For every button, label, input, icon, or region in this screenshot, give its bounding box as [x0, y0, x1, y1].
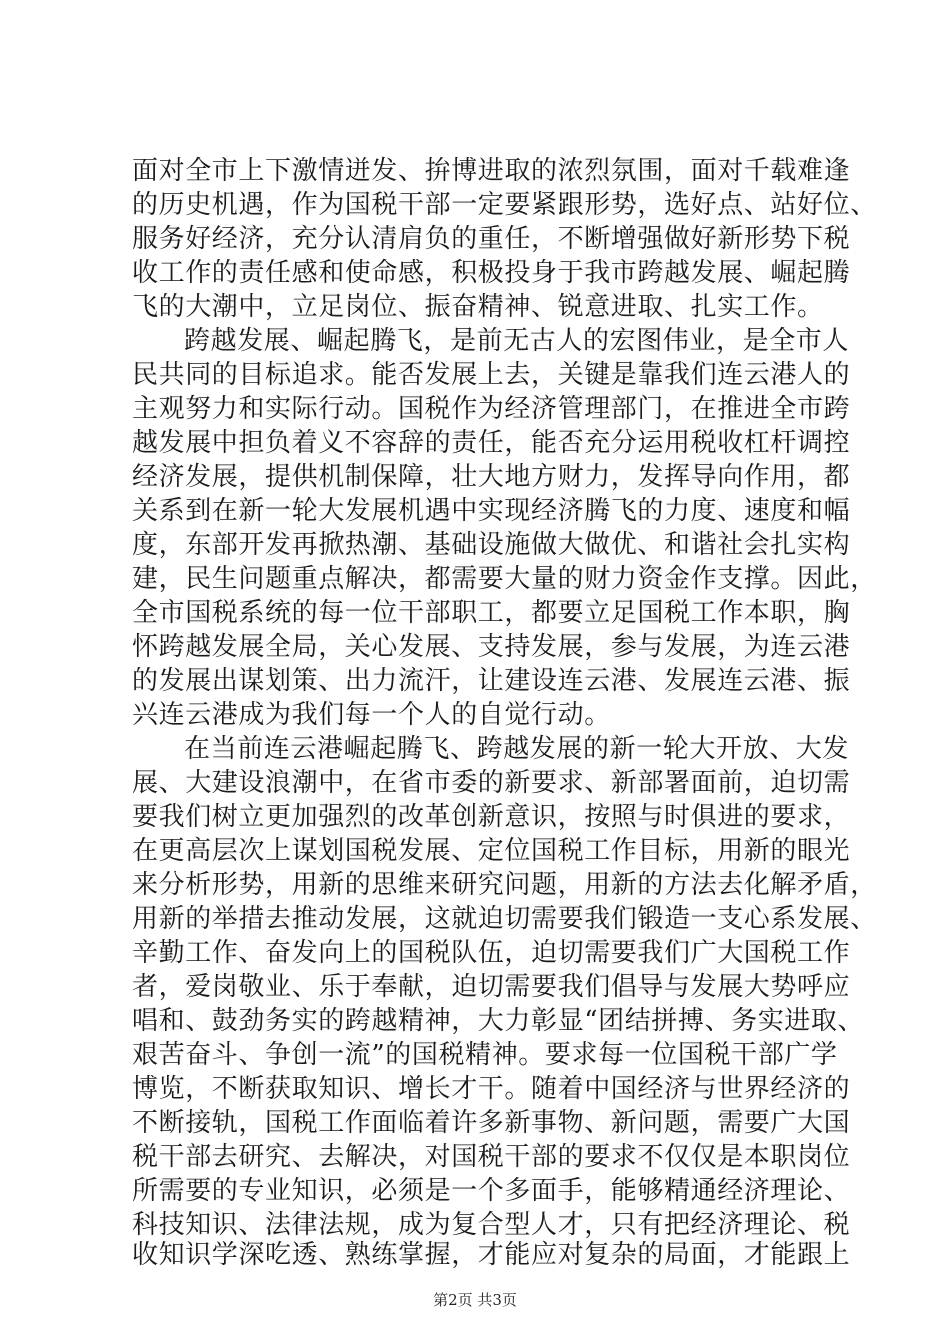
body-text-line: 者，爱岗敬业、乐于奉献，迫切需要我们倡导与发展大势呼应 — [132, 972, 851, 1002]
body-text-line: 所需要的专业知识，必须是一个多面手，能够精通经济理论、 — [132, 1176, 851, 1206]
page-footer: 第2页 共3页 — [433, 1291, 517, 1309]
body-text-line: 展、大建设浪潮中，在省市委的新要求、新部署面前，迫切需 — [132, 768, 851, 798]
body-text-line: 收工作的责任感和使命感，积极投身于我市跨越发展、崛起腾 — [132, 258, 851, 288]
body-text-line: 主观努力和实际行动。国税作为经济管理部门，在推进全市跨 — [132, 394, 851, 424]
body-text-line: 辛勤工作、奋发向上的国税队伍，迫切需要我们广大国税工作 — [132, 938, 851, 968]
paragraph-first-line: 在当前连云港崛起腾飞、跨越发展的新一轮大开放、大发 — [184, 734, 850, 764]
body-text-line: 博览，不断获取知识、增长才干。随着中国经济与世界经济的 — [132, 1074, 851, 1104]
body-text-line: 兴连云港成为我们每一个人的自觉行动。 — [132, 700, 611, 730]
body-text-line: 用新的举措去推动发展，这就迫切需要我们锻造一支心系发展、 — [132, 904, 877, 934]
body-text-line: 度，东部开发再掀热潮、基础设施做大做优、和谐社会扎实构 — [132, 530, 851, 560]
body-text-line: 建，民生问题重点解决，都需要大量的财力资金作支撑。因此， — [132, 564, 877, 594]
body-text-line: 来分析形势，用新的思维来研究问题，用新的方法去化解矛盾， — [132, 870, 877, 900]
body-text-line: 越发展中担负着义不容辞的责任，能否充分运用税收杠杆调控 — [132, 428, 851, 458]
body-text-line: 全市国税系统的每一位干部职工，都要立足国税工作本职，胸 — [132, 598, 851, 628]
body-text-line: 唱和、鼓劲务实的跨越精神，大力彰显“团结拼搏、务实进取、 — [132, 1006, 865, 1036]
body-text-line: 民共同的目标追求。能否发展上去，关键是靠我们连云港人的 — [132, 360, 851, 390]
body-text-line: 要我们树立更加强烈的改革创新意识，按照与时俱进的要求， — [132, 802, 851, 832]
body-text-line: 服务好经济，充分认清肩负的重任，不断增强做好新形势下税 — [132, 224, 851, 254]
body-text-line: 不断接轨，国税工作面临着许多新事物、新问题，需要广大国 — [132, 1108, 851, 1138]
body-text-line: 经济发展，提供机制保障，壮大地方财力，发挥导向作用，都 — [132, 462, 851, 492]
body-text-line: 面对全市上下激情迸发、拚博进取的浓烈氛围，面对千载难逢 — [132, 156, 851, 186]
body-text-line: 的历史机遇，作为国税干部一定要紧跟形势，选好点、站好位、 — [132, 190, 877, 220]
body-text-line: 艰苦奋斗、争创一流”的国税精神。要求每一位国税干部广学 — [132, 1040, 838, 1070]
body-text-line: 收知识学深吃透、熟练掌握，才能应对复杂的局面，才能跟上 — [132, 1240, 851, 1270]
body-text-line: 科技知识、法律法规，成为复合型人才，只有把经济理论、税 — [132, 1210, 851, 1240]
body-text-line: 关系到在新一轮大发展机遇中实现经济腾飞的力度、速度和幅 — [132, 496, 851, 526]
body-text-line: 的发展出谋划策、出力流汗，让建设连云港、发展连云港、振 — [132, 666, 851, 696]
paragraph-first-line: 跨越发展、崛起腾飞，是前无古人的宏图伟业，是全市人 — [184, 326, 850, 356]
body-text-line: 在更高层次上谋划国税发展、定位国税工作目标，用新的眼光 — [132, 836, 851, 866]
body-text-line: 飞的大潮中，立足岗位、振奋精神、锐意进取、扎实工作。 — [132, 292, 824, 322]
body-text-line: 怀跨越发展全局，关心发展、支持发展，参与发展，为连云港 — [132, 632, 851, 662]
body-text-line: 税干部去研究、去解决，对国税干部的要求不仅仅是本职岗位 — [132, 1142, 851, 1172]
